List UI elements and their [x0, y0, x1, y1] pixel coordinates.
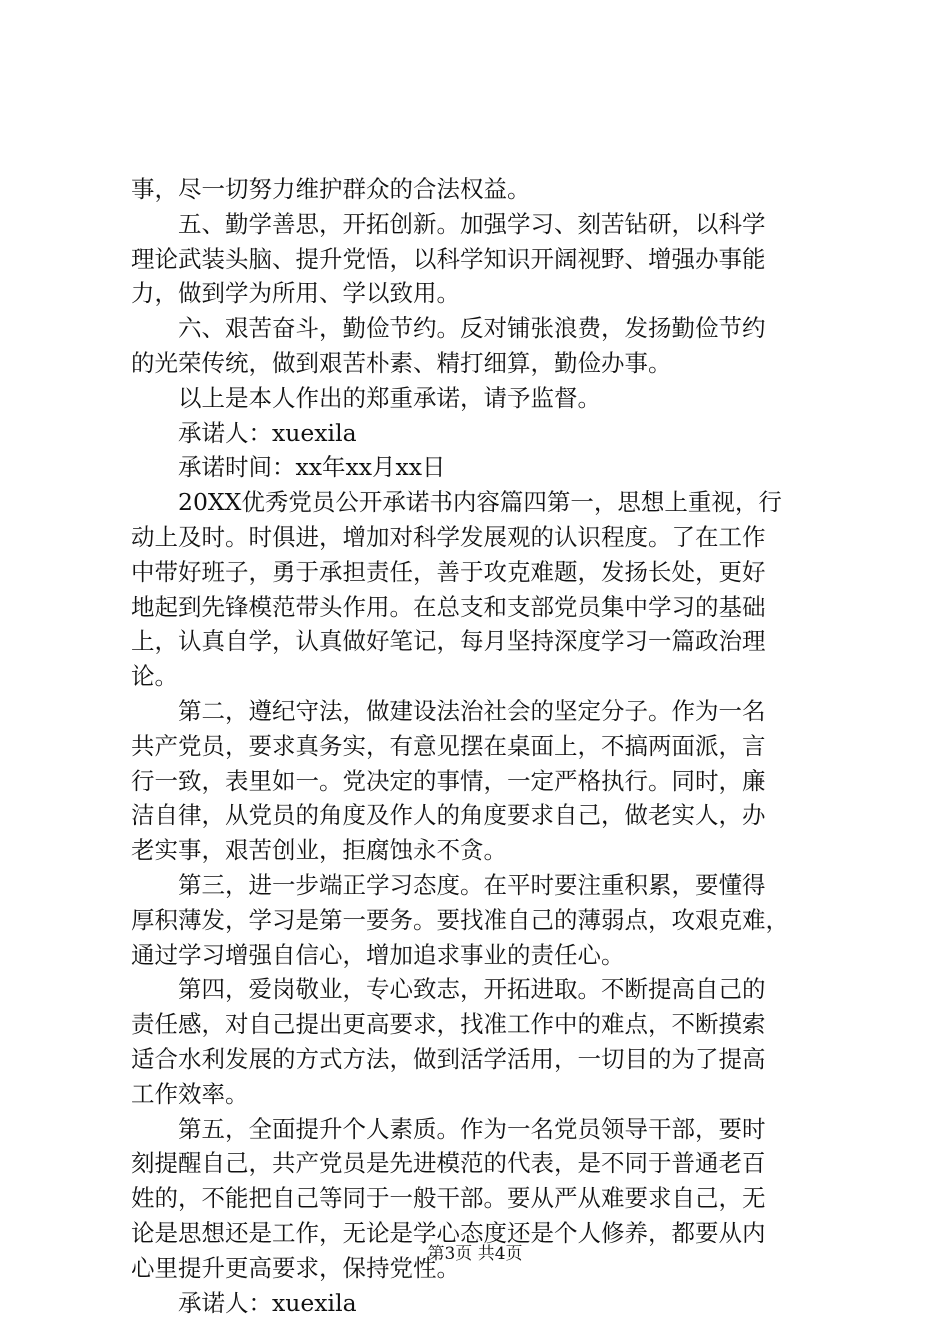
text-line: 适合水利发展的方式方法，做到活学活用，一切目的为了提高: [131, 1044, 766, 1073]
text-line: 心里提升更高要求，保持党性。: [131, 1253, 460, 1282]
text-line: 通过学习增强自信心，增加追求事业的责任心。: [131, 940, 625, 969]
text-line: 论。: [131, 662, 178, 691]
text-line: 论是思想还是工作，无论是学心态度还是个人修养，都要从内: [131, 1218, 766, 1247]
text-line: 的光荣传统，做到艰苦朴素、精打细算，勤俭办事。: [131, 348, 672, 377]
text-line: 老实事，艰苦创业，拒腐蚀永不贪。: [131, 836, 507, 865]
text-line: 承诺人：xuexila: [178, 1288, 357, 1317]
page-footer: 第3页 共4页: [427, 1244, 523, 1264]
text-line: 第三，进一步端正学习态度。在平时要注重积累，要懂得: [178, 870, 766, 899]
text-line: 六、艰苦奋斗，勤俭节约。反对铺张浪费，发扬勤俭节约: [178, 314, 766, 343]
text-line: 共产党员，要求真务实，有意见摆在桌面上，不搞两面派，言: [131, 731, 766, 760]
text-line: 第二，遵纪守法，做建设法治社会的坚定分子。作为一名: [178, 696, 766, 725]
text-line: 地起到先锋模范带头作用。在总支和支部党员集中学习的基础: [131, 592, 766, 621]
text-line: 责任感，对自己提出更高要求，找准工作中的难点，不断摸索: [131, 1010, 766, 1039]
text-line: 承诺人：xuexila: [178, 418, 357, 447]
text-line: 行一致，表里如一。党决定的事情，一定严格执行。同时，廉: [131, 766, 766, 795]
text-line: 五、勤学善思，开拓创新。加强学习、刻苦钻研，以科学: [178, 209, 766, 238]
text-line: 动上及时。时俱进，增加对科学发展观的认识程度。了在工作: [131, 522, 766, 551]
text-line: 洁自律，从党员的角度及作人的角度要求自己，做老实人，办: [131, 801, 766, 830]
text-line: 姓的，不能把自己等同于一般干部。要从严从难要求自己，无: [131, 1184, 766, 1213]
text-line: 第五，全面提升个人素质。作为一名党员领导干部，要时: [178, 1114, 766, 1143]
text-line: 20XX优秀党员公开承诺书内容篇四第一，思想上重视，行: [178, 488, 782, 517]
text-line: 理论武装头脑、提升党悟，以科学知识开阔视野、增强办事能: [131, 244, 766, 273]
text-line: 厚积薄发，学习是第一要务。要找准自己的薄弱点，攻艰克难，: [131, 905, 789, 934]
text-line: 事，尽一切努力维护群众的合法权益。: [131, 175, 531, 203]
text-line: 第四，爱岗敬业，专心致志，开拓进取。不断提高自己的: [178, 975, 766, 1004]
text-line: 刻提醒自己，共产党员是先进模范的代表，是不同于普通老百: [131, 1149, 766, 1178]
text-line: 承诺时间：xx年xx月xx日: [178, 453, 446, 482]
text-line: 力，做到学为所用、学以致用。: [131, 279, 460, 308]
text-line: 上，认真自学，认真做好笔记，每月坚持深度学习一篇政治理: [131, 627, 766, 656]
document-body: [131, 172, 831, 1320]
text-line: 以上是本人作出的郑重承诺，请予监督。: [178, 383, 601, 412]
text-line: 中带好班子，勇于承担责任，善于攻克难题，发扬长处，更好: [131, 557, 766, 586]
text-line: 工作效率。: [131, 1079, 249, 1108]
